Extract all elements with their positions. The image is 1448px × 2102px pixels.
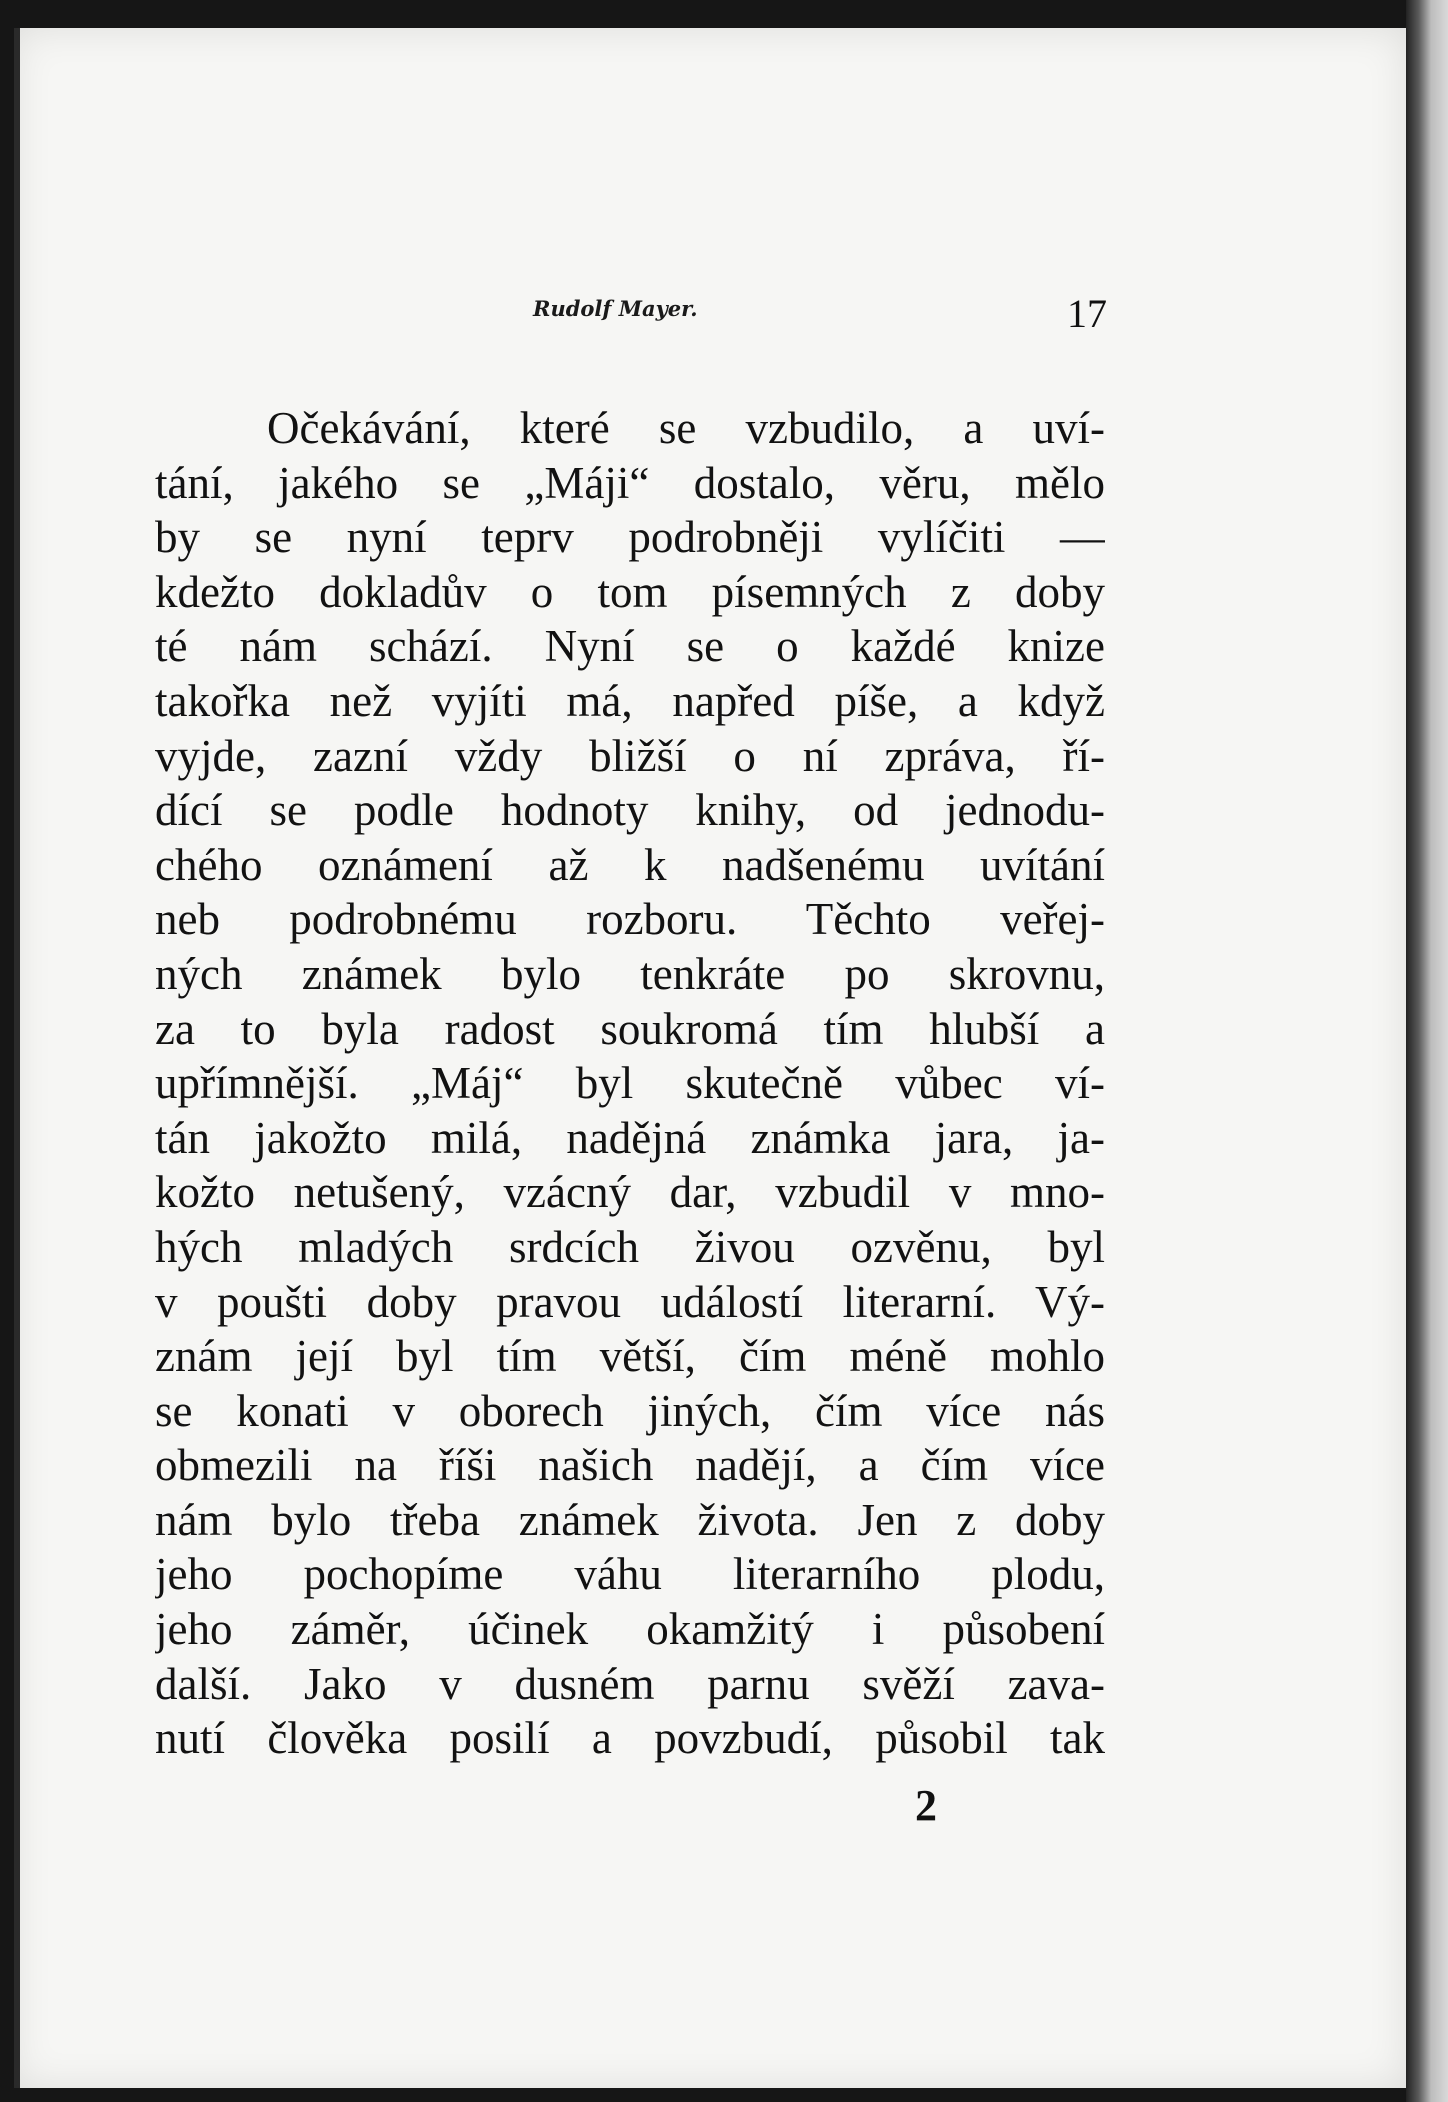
text-line: ných známek bylo tenkráte po skrovnu,: [155, 948, 1105, 999]
signature-mark: 2: [915, 1781, 937, 1830]
text-line: nám bylo třeba známek života. Jen z doby: [155, 1494, 1105, 1545]
text-line: nutí člověka posilí a povzbudí, působil tak: [155, 1713, 1105, 1764]
text-line: kdežto dokladův o tom písemných z doby: [155, 566, 1105, 617]
text-line: obmezili na říši našich nadějí, a čím více: [155, 1440, 1105, 1491]
text-line: další. Jako v dusném parnu svěží zava-: [155, 1658, 1105, 1709]
text-line: takořka než vyjíti má, napřed píše, a když: [155, 675, 1105, 726]
text-line: neb podrobnému rozboru. Těchto veřej-: [155, 894, 1105, 945]
page-header: [155, 290, 1105, 340]
body-text: [155, 401, 1105, 1766]
text-line: Očekávání, které se vzbudilo, a uví-: [267, 403, 1105, 453]
running-title: Rudolf Mayer.: [533, 296, 698, 321]
text-line: znám její byl tím větší, čím méně mohlo: [155, 1331, 1105, 1382]
page-number: 17: [1067, 291, 1107, 336]
text-line: se konati v oborech jiných, čím více nás: [155, 1385, 1105, 1436]
text-line: hých mladých srdcích živou ozvěnu, byl: [155, 1221, 1105, 1272]
text-line: jeho pochopíme váhu literarního plodu,: [155, 1549, 1105, 1600]
text-line: za to byla radost soukromá tím hlubší a: [155, 1003, 1105, 1054]
text-line: upřímnější. „Máj“ byl skutečně vůbec ví-: [155, 1058, 1105, 1109]
text-line: jeho záměr, účinek okamžitý i působení: [155, 1604, 1105, 1655]
text-line: té nám schází. Nyní se o každé knize: [155, 621, 1105, 672]
text-line: vyjde, zazní vždy bližší o ní zpráva, ří-: [155, 730, 1105, 781]
text-line: by se nyní teprv podrobněji vylíčiti —: [155, 512, 1105, 563]
text-line: dící se podle hodnoty knihy, od jednodu-: [155, 785, 1105, 836]
text-line: tání, jakého se „Máji“ dostalo, věru, mělo: [155, 457, 1105, 508]
page-left-edge: [14, 28, 20, 2088]
text-line: chého oznámení až k nadšenému uvítání: [155, 839, 1105, 890]
text-line: v poušti doby pravou událostí literarní. Vý-: [155, 1276, 1105, 1327]
page-right-edge: [1406, 0, 1448, 2102]
text-line: kožto netušený, vzácný dar, vzbudil v mno-: [155, 1167, 1105, 1218]
text-line: tán jakožto milá, nadějná známka jara, ja-: [155, 1112, 1105, 1163]
